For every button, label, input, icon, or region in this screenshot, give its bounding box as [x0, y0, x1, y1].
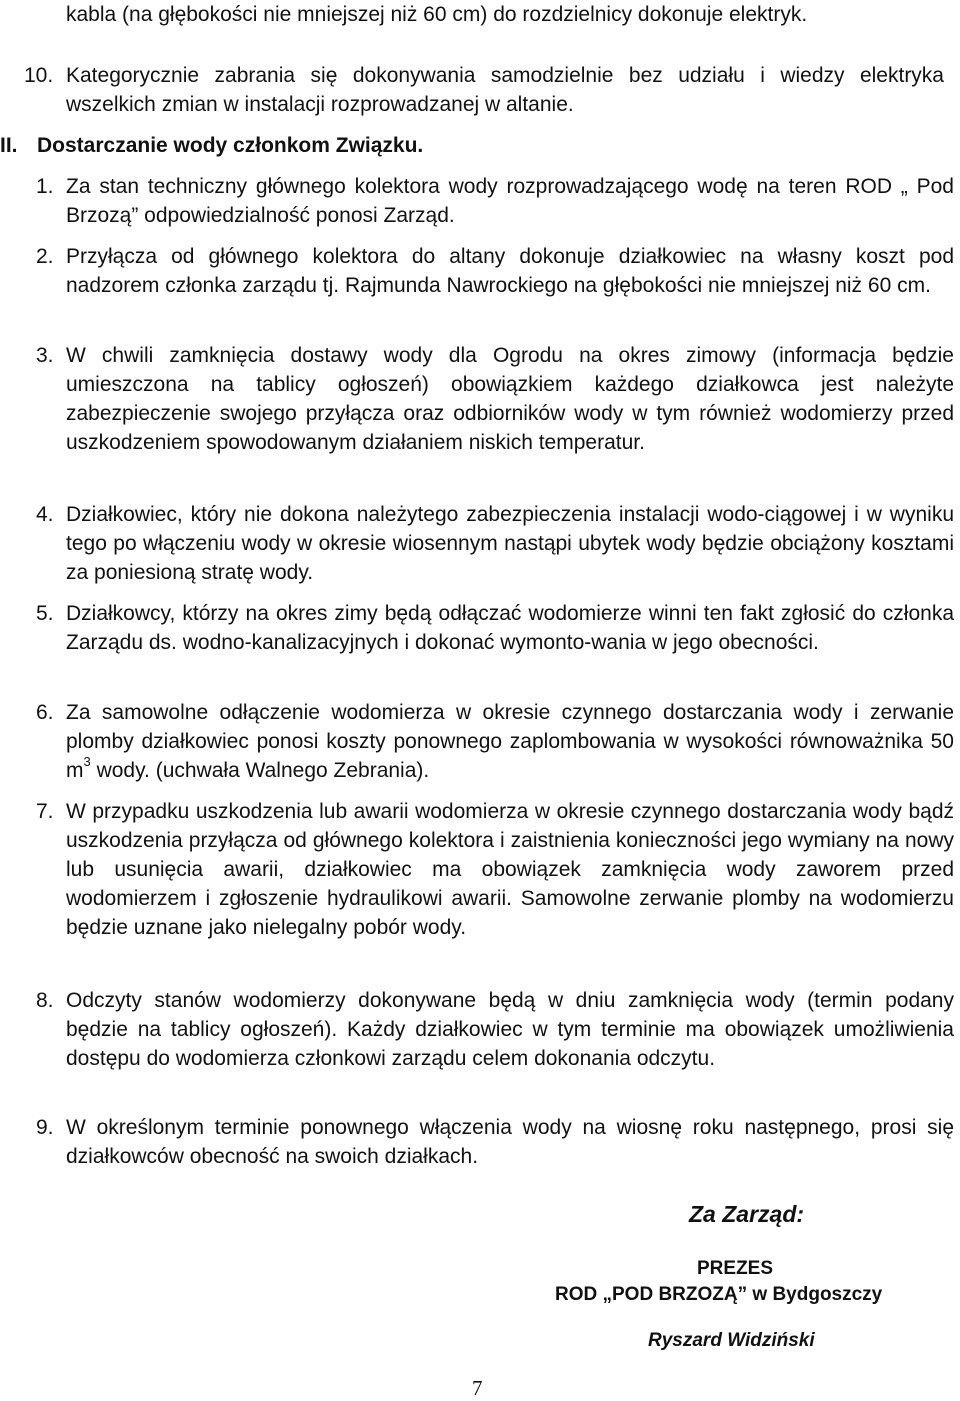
signature-role: PREZES — [697, 1258, 774, 1279]
item-text-end: wody. (uchwała Walnego Zebrania). — [90, 759, 430, 782]
signature-for-board: Za Zarząd: — [689, 1201, 805, 1227]
continuation-text: kabla (na głębokości nie mniejszej niż 60 cm) do rozdzielnicy dokonuje elektryk. — [66, 3, 808, 26]
section-title: Dostarczanie wody członkom Związku. — [37, 134, 424, 157]
continuation-paragraph — [66, 0, 944, 29]
item-number: 7. — [36, 800, 54, 823]
item-text: Przyłącza od głównego kolektora do altany dokonuje działkowiec na własny koszt pod nadzorem członka zarządu tj. Rajmunda Nawrockiego na głębokości nie mniejszej niż 60 cm. — [66, 245, 954, 297]
item-text: W określonym terminie ponownego włączenia wody na wiosnę roku następnego, prosi się działkowców obecność na swoich działkach. — [66, 1116, 954, 1168]
item-number: 10. — [24, 64, 54, 87]
item-number: 8. — [36, 989, 54, 1012]
signature-organization: ROD „POD BRZOZĄ” w Bydgoszczy — [555, 1284, 883, 1305]
item-text-main: Za samowolne odłączenie wodomierza w okresie czynnego dostarczania wody i zerwanie plomby działkowiec ponosi koszty ponownego zaplombowania w wysokości równoważnika 50 m — [66, 701, 954, 782]
item-text: Działkowcy, którzy na okres zimy będą odłączać wodomierze winni ten fakt zgłosić do członka Zarządu ds. wodno-kanalizacyjnych i dokonać wymonto-wania w jego obecności. — [66, 602, 954, 654]
superscript: 3 — [83, 754, 91, 769]
item-number: 2. — [36, 245, 54, 268]
section-number: II. — [0, 134, 18, 157]
item-number: 9. — [36, 1116, 54, 1139]
signature-name: Ryszard Widziński — [648, 1330, 815, 1351]
item-text: W chwili zamknięcia dostawy wody dla Ogrodu na okres zimowy (informacja będzie umieszczona na tablicy ogłoszeń) obowiązkiem każdego działkowca jest należyte zabezpieczenie swojego przyłącza oraz odbiorników wody w tym również wodomierzy przed uszkodzeniem spowodowanym działaniem niskich temperatur. — [66, 344, 954, 454]
item-number: 5. — [36, 602, 54, 625]
item-text: Działkowiec, który nie dokona należytego zabezpieczenia instalacji wodo-ciągowej i w wyniku tego po włączeniu wody w okresie wiosennym nastąpi ubytek wody będzie obciążony kosztami za poniesioną stratę wody. — [66, 503, 954, 584]
item-number: 6. — [36, 701, 54, 724]
page-number: 7 — [472, 1376, 483, 1400]
item-number: 4. — [36, 503, 54, 526]
item-number: 3. — [36, 344, 54, 367]
item-text: Kategorycznie zabrania się dokonywania samodzielnie bez udziału i wiedzy elektryka wszelkich zmian w instalacji rozprowadzanej w altanie. — [66, 64, 944, 116]
item-text: W przypadku uszkodzenia lub awarii wodomierza w okresie czynnego dostarczania wody bądź uszkodzenia przyłącza od głównego kolektora i zaistnienia konieczności jego wymiany na nowy lub usunięcia awarii, działkowiec ma obowiązek zamknięcia wody zaworem przed wodomierzem i zgłoszenie hydraulikowi awarii. Samowolne zerwanie plomby na wodomierzu będzie uznane jako nielegalny pobór wody. — [66, 800, 954, 939]
item-number: 1. — [36, 175, 54, 198]
item-text — [66, 698, 954, 785]
item-text: Za stan techniczny głównego kolektora wody rozprowadzającego wodę na teren ROD „ Pod Brzozą” odpowiedzialność ponosi Zarząd. — [66, 175, 954, 227]
item-text: Odczyty stanów wodomierzy dokonywane będą w dniu zamknięcia wody (termin podany będzie na tablicy ogłoszeń). Każdy działkowiec w tym terminie ma obowiązek umożliwienia dostępu do wodomierza członkowi zarządu celem dokonania odczytu. — [66, 989, 954, 1070]
